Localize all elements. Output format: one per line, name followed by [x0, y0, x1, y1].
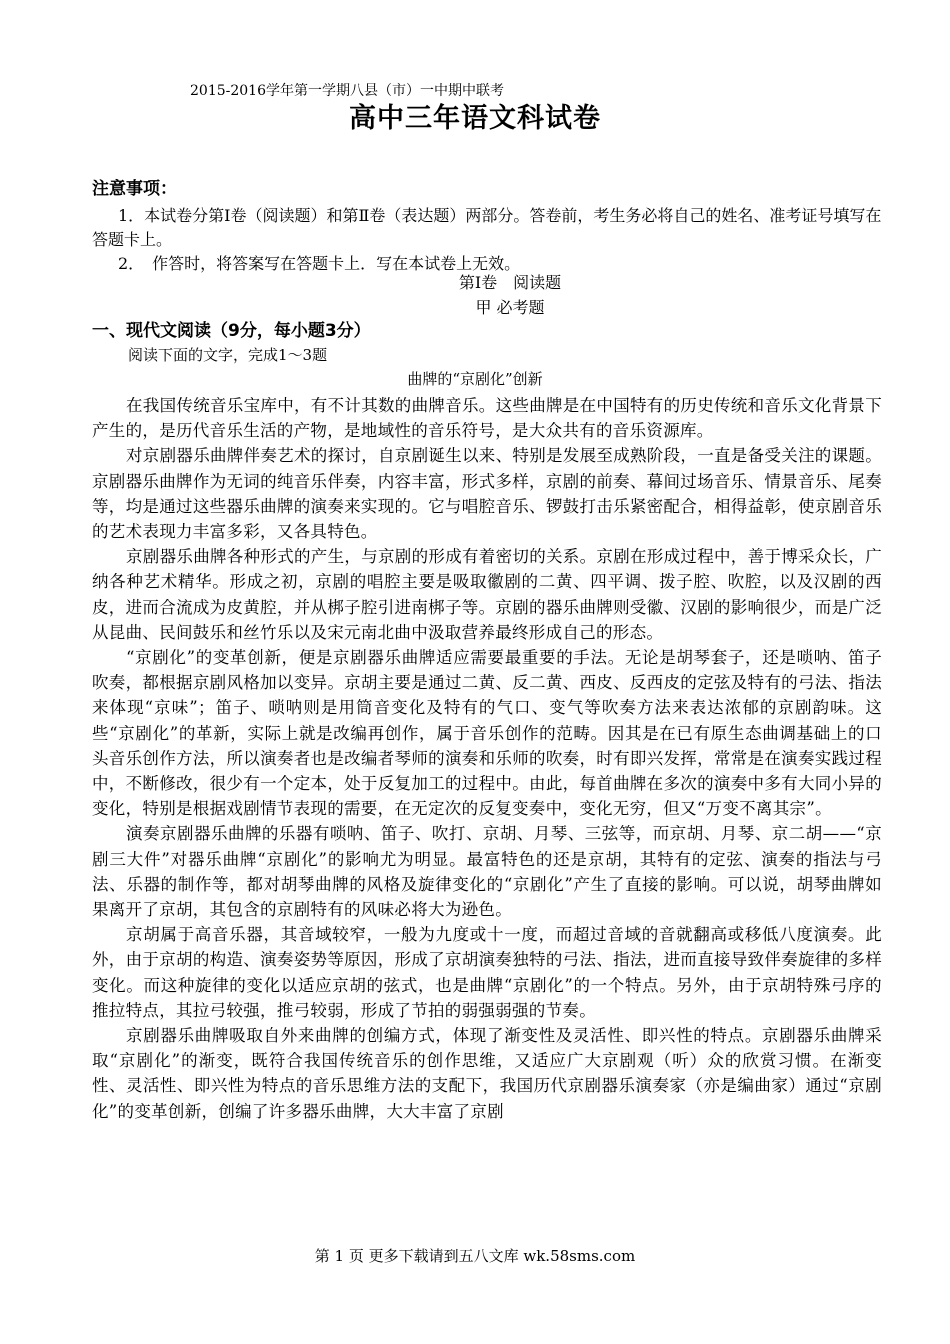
article-paragraph: 演奏京剧器乐曲牌的乐器有唢呐、笛子、吹打、京胡、月琴、三弦等，而京胡、月琴、京二胡——“京剧三大件”对器乐曲牌“京剧化”的影响尤为明显。最富特色的还是京胡，其特有的定弦、演奏的指法与弓法、乐器的制作等，都对胡琴曲牌的风格及旋律变化的“京剧化”产生了直接的影响。可以说，胡琴曲牌如果离开了京胡，其包含的京剧特有的风味必将大为逊色。 [92, 824, 882, 920]
article-title: 曲牌的“京剧化”创新 [407, 370, 543, 388]
article-paragraph: 在我国传统音乐宝库中，有不计其数的曲牌音乐。这些曲牌是在中国特有的历史传统和音乐文化背景下产生的，是历代音乐生活的产物，是地域性的音乐符号，是大众共有的音乐资源库。 [92, 396, 882, 441]
part-title: 甲 必考题 [475, 298, 545, 317]
notice-item-2: 2． 作答时，将答案写在答题卡上．写在本试卷上无效。 [118, 254, 521, 273]
notice-item-1: 1．本试卷分第Ⅰ卷（阅读题）和第Ⅱ卷（表达题）两部分。答卷前，考生务必将自己的姓名、准考证号填写在答题卡上。 [92, 206, 882, 249]
article-body [92, 393, 882, 1124]
notice-heading: 注意事项： [92, 179, 177, 199]
section-heading: 一、现代文阅读（9分，每小题3分） [92, 321, 371, 341]
article-paragraph: 京胡属于高音乐器，其音域较窄，一般为九度或十一度，而超过音域的音就翻高或移低八度演奏。此外，由于京胡的构造、演奏姿势等原因，形成了京胡演奏独特的弓法、指法，进而直接导致伴奏旋律的多样变化。而这种旋律的变化以适应京胡的弦式，也是曲牌“京剧化”的一个特点。另外，由于京胡特殊弓序的推拉特点，其拉弓较强，推弓较弱，形成了节拍的弱强弱强的节奏。 [92, 925, 882, 1020]
page-footer: 第 1 页 更多下载请到五八文库 wk.58sms.com [314, 1247, 636, 1265]
volume-title: 第Ⅰ卷 阅读题 [458, 273, 562, 292]
article-paragraph: 京剧器乐曲牌吸取自外来曲牌的创编方式，体现了渐变性及灵活性、即兴性的特点。京剧器乐曲牌采取“京剧化”的渐变，既符合我国传统音乐的创作思维，又适应广大京剧观（听）众的欣赏习惯。在渐变性、灵活性、即兴性为特点的音乐思维方法的支配下，我国历代京剧器乐演奏家（亦是编曲家）通过“京剧化”的变革创新，创编了许多器乐曲牌，大大丰富了京剧 [92, 1026, 882, 1121]
exam-info: 2015-2016学年第一学期八县（市）一中期中联考 [190, 83, 504, 99]
article-paragraph: 对京剧器乐曲牌伴奏艺术的探讨，自京剧诞生以来、特别是发展至成熟阶段，一直是备受关注的课题。京剧器乐曲牌作为无词的纯音乐伴奏，内容丰富，形式多样，京剧的前奏、幕间过场音乐、情景音乐、尾奏等，均是通过这些器乐曲牌的演奏来实现的。它与唱腔音乐、锣鼓打击乐紧密配合，相得益彰，使京剧音乐的艺术表现力丰富多彩，又各具特色。 [92, 446, 882, 542]
exam-title: 高中三年语文科试卷 [349, 103, 601, 134]
reading-instruction: 阅读下面的文字，完成1～3题 [128, 346, 328, 364]
article-paragraph: 京剧器乐曲牌各种形式的产生，与京剧的形成有着密切的关系。京剧在形成过程中，善于博采众长，广纳各种艺术精华。形成之初，京剧的唱腔主要是吸取徽剧的二黄、四平调、拨子腔、吹腔，以及汉剧的西皮，进而合流成为皮黄腔，并从梆子腔引进南梆子等。京剧的器乐曲牌则受徽、汉剧的影响很少，而是广泛从昆曲、民间鼓乐和丝竹乐以及宋元南北曲中汲取营养最终形成自己的形态。 [92, 547, 882, 642]
article-paragraph: “京剧化”的变革创新，便是京剧器乐曲牌适应需要最重要的手法。无论是胡琴套子，还是唢呐、笛子吹奏，都根据京剧风格加以变异。京胡主要是通过二黄、反二黄、西皮、反西皮的定弦及特有的弓法、指法来体现“京味”；笛子、唢呐则是用筒音变化及特有的气口、变气等吹奏方法来表达浓郁的京剧韵味。这些“京剧化”的革新，实际上就是改编再创作，属于音乐创作的范畴。因其是在已有原生态曲调基础上的口头音乐创作方法，所以演奏者也是改编者琴师的演奏和乐师的吹奏，时有即兴发挥，常常是在演奏实践过程中，不断修改，很少有一个定本，处于反复加工的过程中。由此，每首曲牌在多次的演奏中多有大同小异的变化，特别是根据戏剧情节表现的需要，在无定次的反复变奏中，变化无穷，但又“万变不离其宗”。 [92, 648, 882, 819]
